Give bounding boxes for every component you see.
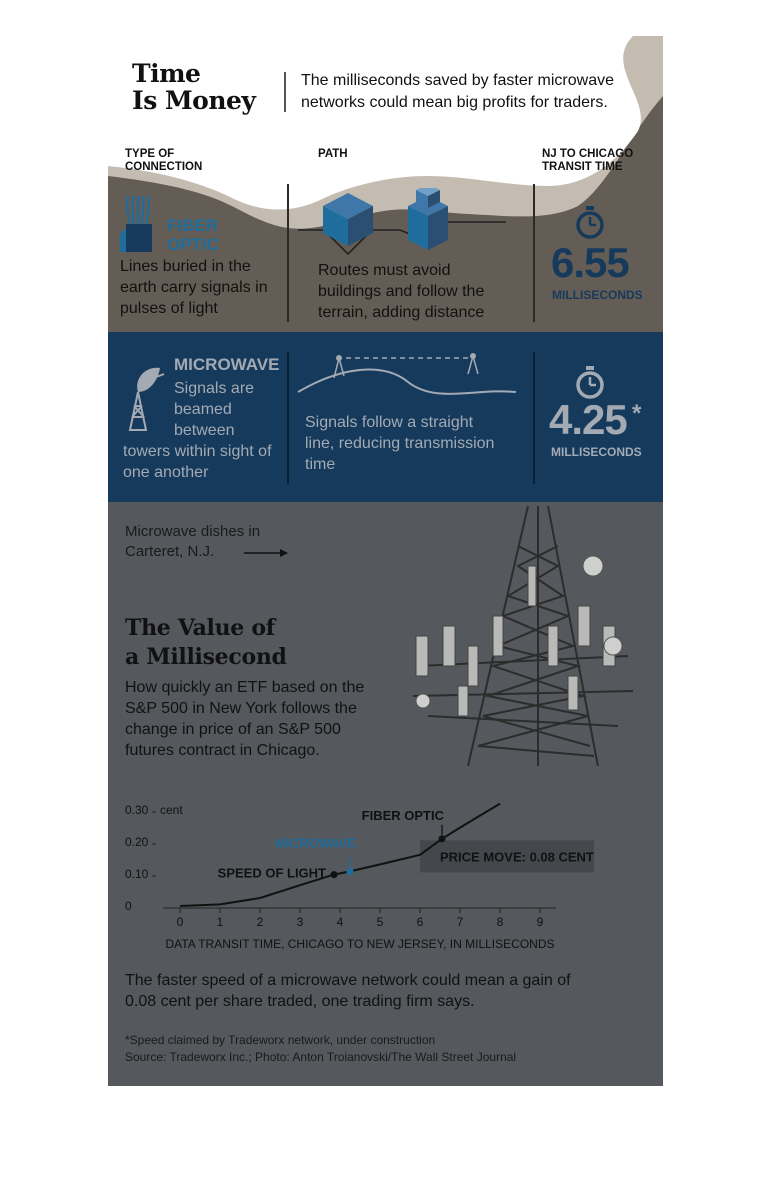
fiber-time-unit: MILLISECONDS — [552, 288, 643, 302]
x-tick-label: 8 — [496, 915, 504, 929]
microwave-label: MICROWAVE — [174, 355, 280, 374]
speed-of-light-point — [331, 871, 338, 878]
tower-photo — [398, 506, 648, 766]
microwave-path-description: Signals follow a straight line, reducing transmission time — [305, 414, 495, 473]
section-title: The Value of a Millisecond — [125, 615, 287, 670]
microwave-path-icon — [296, 352, 518, 402]
column-heading-path: PATH — [318, 148, 348, 160]
fiber-cable-icon — [120, 194, 160, 254]
column-divider — [533, 184, 535, 322]
x-axis-label: DATA TRANSIT TIME, CHICAGO TO NEW JERSEY, IN MILLISECONDS — [165, 937, 555, 951]
price-move-label: PRICE MOVE: 0.08 CENT — [440, 849, 594, 865]
microwave-transit-time: 4.25 — [549, 396, 627, 443]
microwave-time-footnote-marker: * — [632, 400, 642, 427]
fiber-transit-time: 6.55 — [551, 239, 629, 286]
infographic-card — [108, 36, 663, 1086]
y-tick-label: 0.20 — [125, 835, 149, 849]
footnote: *Speed claimed by Tradeworx network, under construction — [125, 1033, 436, 1047]
stopwatch-icon — [574, 206, 606, 240]
y-tick-label: 0 — [125, 899, 132, 913]
y-tick-label: 0.30 — [125, 803, 149, 817]
column-divider — [287, 184, 289, 322]
fiber-path-description: Routes must avoid buildings and follow the terrain, adding distance — [318, 262, 485, 321]
x-tick-label: 1 — [216, 915, 224, 929]
column-heading-type: TYPE OF CONNECTION — [125, 148, 203, 173]
x-tick-label: 6 — [416, 915, 424, 929]
microwave-description: Signals are beamed between — [174, 380, 255, 439]
column-heading-time: NJ TO CHICAGO TRANSIT TIME — [542, 148, 634, 173]
page-title: Time Is Money — [132, 59, 256, 115]
fiber-optic-point — [439, 835, 446, 842]
section-description: How quickly an ETF based on the S&P 500 in New York follows the change in price of an S&P 500 futures contract in Chicago. — [125, 679, 365, 759]
stopwatch-icon — [574, 366, 606, 400]
chart-summary: The faster speed of a microwave network could mean a gain of 0.08 cent per share traded, one trading firm says. — [125, 972, 571, 1010]
x-tick-label: 7 — [456, 915, 464, 929]
title-divider — [284, 72, 286, 112]
microwave-time-unit: MILLISECONDS — [551, 445, 642, 459]
microwave-tower-icon — [120, 362, 170, 432]
y-unit-label: cent — [160, 803, 183, 817]
column-divider — [533, 352, 535, 484]
x-tick-label: 5 — [376, 915, 384, 929]
line-chart — [108, 780, 663, 960]
fiber-path-buildings-icon — [296, 188, 506, 258]
x-tick-label: 3 — [296, 915, 304, 929]
source-credit: Source: Tradeworx Inc.; Photo: Anton Troianovski/The Wall Street Journal — [125, 1050, 517, 1064]
x-tick-label: 0 — [176, 915, 184, 929]
microwave-label: MICROWAVE — [275, 835, 356, 851]
y-tick-label: 0.10 — [125, 867, 149, 881]
x-tick-label: 2 — [256, 915, 264, 929]
column-divider — [287, 352, 289, 484]
microwave-point — [347, 868, 354, 875]
x-tick-label: 4 — [336, 915, 344, 929]
fiber-optic-label: FIBER OPTIC — [167, 216, 219, 254]
x-tick-label: 9 — [536, 915, 544, 929]
photo-caption: Microwave dishes in Carteret, N.J. — [125, 523, 261, 560]
speed-of-light-label: SPEED OF LIGHT — [217, 865, 326, 881]
fiber-optic-label: FIBER OPTIC — [361, 807, 444, 823]
microwave-description-continued: towers within sight of one another — [123, 443, 272, 481]
page-subtitle: The milliseconds saved by faster microwave networks could mean big profits for traders. — [301, 72, 615, 111]
fiber-description: Lines buried in the earth carry signals in pulses of light — [120, 258, 268, 317]
arrow-right-icon — [244, 548, 288, 558]
